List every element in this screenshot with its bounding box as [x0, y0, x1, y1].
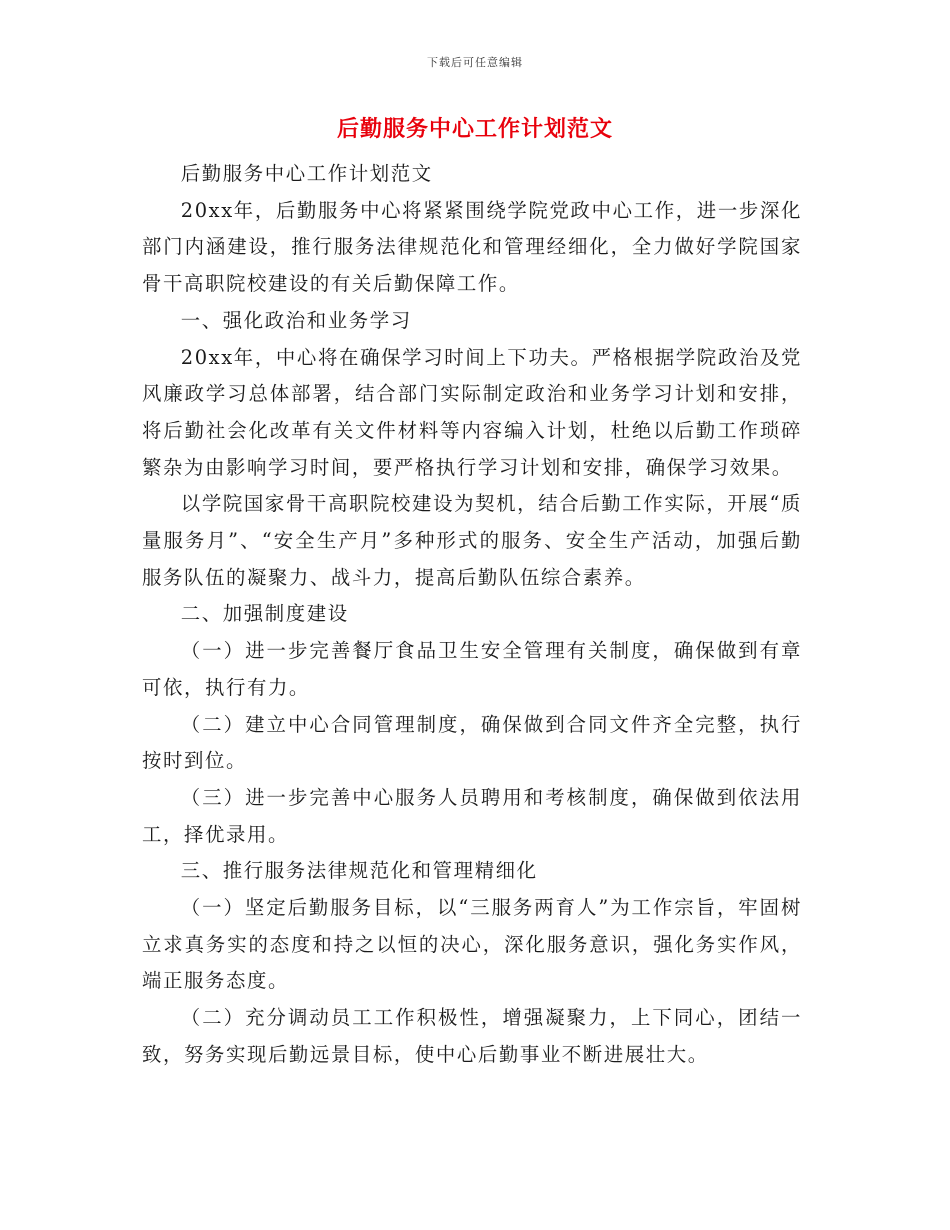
- paragraph: 以学院国家骨干高职院校建设为契机，结合后勤工作实际，开展“质量服务月”、“安全生产月”多种形式的服务、安全生产活动，加强后勤服务队伍的凝聚力、战斗力，提高后勤队伍综合素养。: [142, 492, 802, 589]
- section-heading-2: 二、加强制度建设: [180, 602, 349, 626]
- paragraph-intro: 20xx年，后勤服务中心将紧紧围绕学院党政中心工作，进一步深化部门内涵建设，推行服务法律规范化和管理经细化，全力做好学院国家骨干高职院校建设的有关后勤保障工作。: [142, 198, 802, 296]
- list-item: （一）进一步完善餐厅食品卫生安全管理有关制度，确保做到有章可依，执行有力。: [142, 639, 802, 699]
- document-title: 后勤服务中心工作计划范文: [336, 116, 613, 142]
- list-item: （三）进一步完善中心服务人员聘用和考核制度，确保做到依法用工，择优录用。: [142, 785, 802, 846]
- section-heading-1: 一、强化政治和业务学习: [180, 308, 412, 332]
- paragraph: 20xx年，中心将在确保学习时间上下功夫。严格根据学院政治及党风廉政学习总体部署，结合部门实际制定政治和业务学习计划和安排，将后勤社会化改革有关文件材料等内容编入计划，杜绝以后勤工作琐碎繁杂为由影响学习时间，要严格执行学习计划和安排，确保学习效果。: [142, 345, 802, 479]
- list-item: （二）建立中心合同管理制度，确保做到合同文件齐全完整，执行按时到位。: [142, 712, 802, 773]
- page-header-note: 下载后可任意编辑: [427, 56, 523, 69]
- section-heading-3: 三、推行服务法律规范化和管理精细化: [180, 859, 538, 883]
- paragraph-subtitle: 后勤服务中心工作计划范文: [180, 162, 433, 185]
- list-item: （二）充分调动员工工作积极性，增强凝聚力，上下同心，团结一致，努务实现后勤远景目标，使中心后勤事业不断进展壮大。: [142, 1006, 802, 1066]
- document-body: [142, 156, 802, 1074]
- list-item: （一）坚定后勤服务目标，以“三服务两育人”为工作宗旨，牢固树立求真务实的态度和持之以恒的决心，深化服务意识，强化务实作风，端正服务态度。: [142, 896, 802, 993]
